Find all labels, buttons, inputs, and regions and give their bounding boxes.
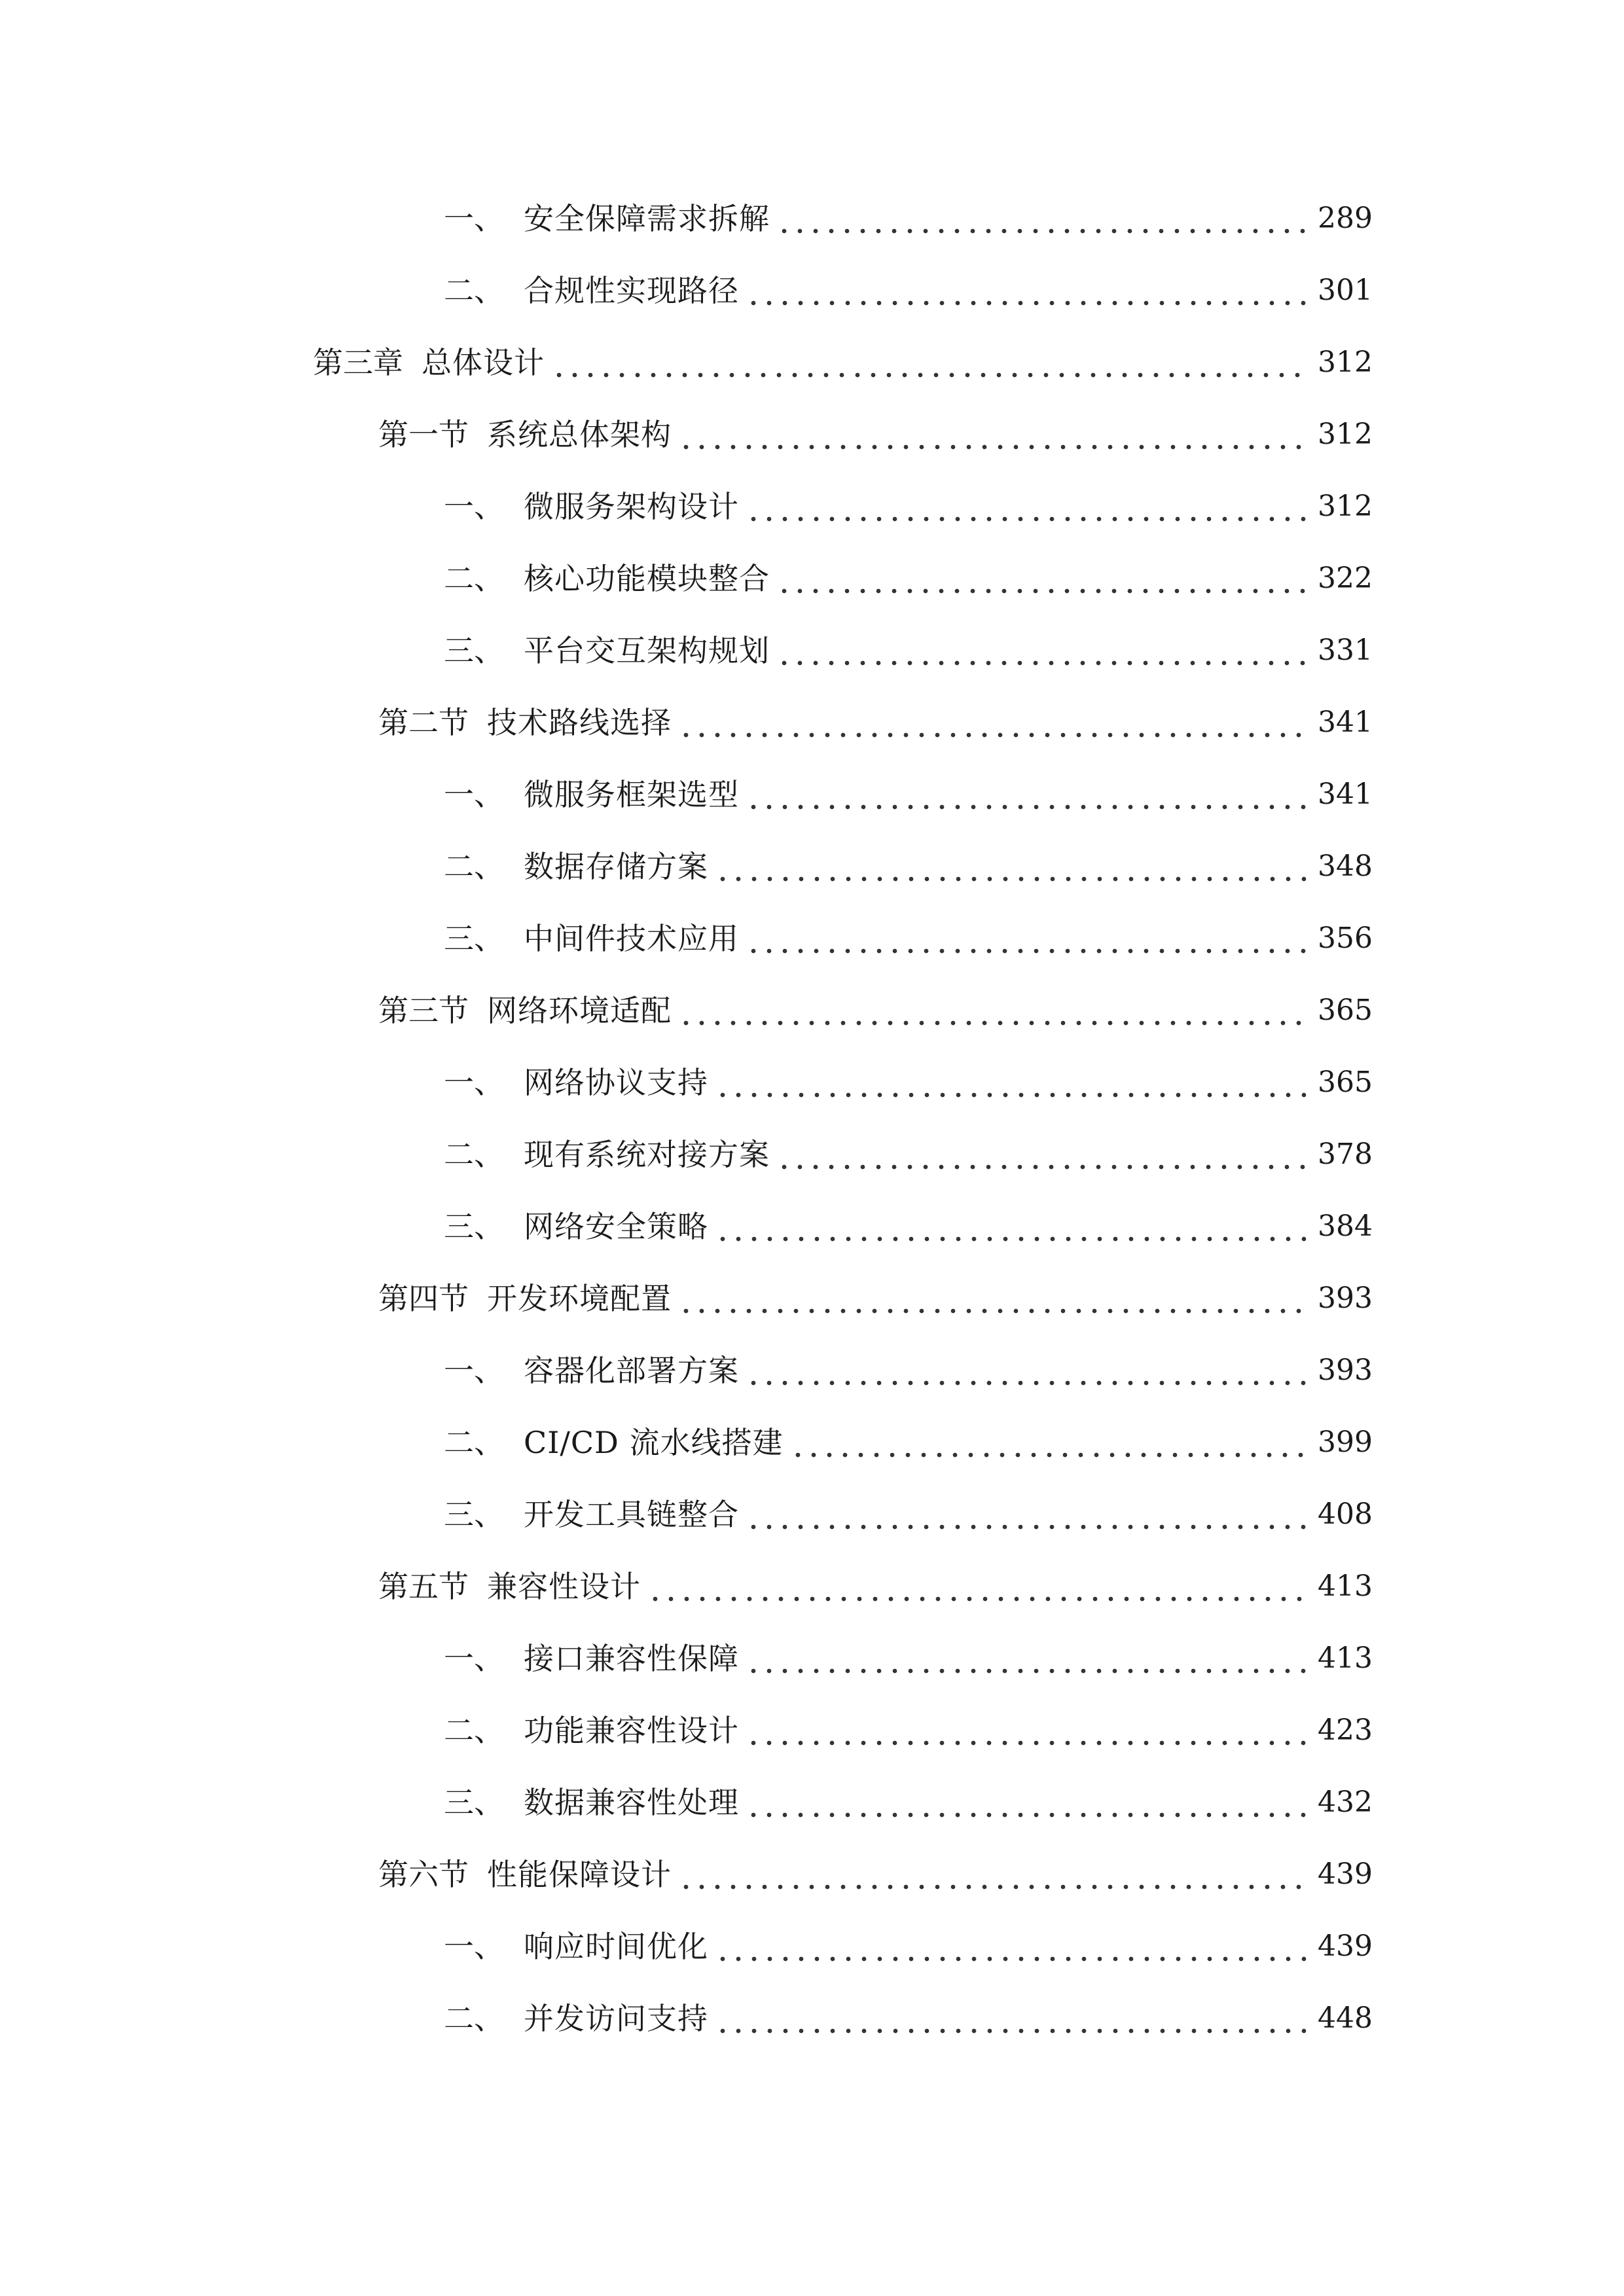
toc-entry-title: 技术路线选择 (487, 705, 672, 740)
toc-entry-page: 393 (1318, 1282, 1373, 1315)
toc-entry-page: 341 (1318, 778, 1373, 811)
toc-entry-page: 312 (1318, 490, 1373, 523)
toc-entry-number: 一、 (444, 1065, 504, 1100)
dot-leader (678, 1272, 1308, 1325)
toc-entry[interactable] (444, 264, 1371, 317)
toc-entry-page: 408 (1318, 1498, 1373, 1531)
toc-entry[interactable] (444, 624, 1371, 677)
toc-entry-page: 378 (1318, 1138, 1373, 1171)
toc-entry-page: 341 (1318, 706, 1373, 739)
toc-entry-page: 423 (1318, 1713, 1373, 1747)
toc-entry-page: 365 (1318, 994, 1373, 1027)
toc-entry-title: 开发工具链整合 (524, 1497, 739, 1532)
toc-entry-page: 289 (1318, 202, 1373, 235)
toc-entry-title: 系统总体架构 (487, 417, 672, 452)
toc-entry-number: 三、 (444, 1497, 504, 1532)
toc-entry[interactable] (378, 1272, 1371, 1325)
toc-entry-title: 总体设计 (422, 345, 545, 380)
dot-leader (790, 1416, 1308, 1469)
toc-entry-page: 413 (1318, 1570, 1373, 1603)
toc-entry-number: 二、 (444, 561, 504, 596)
toc-entry-number: 三、 (444, 1785, 504, 1820)
toc-entry-title: 数据兼容性处理 (524, 1785, 739, 1820)
toc-entry-title: 现有系统对接方案 (524, 1137, 770, 1172)
dot-leader (746, 264, 1308, 317)
toc-entry-title: 网络安全策略 (524, 1209, 708, 1244)
dot-leader (746, 768, 1308, 821)
toc-entry-page: 301 (1318, 274, 1373, 307)
dot-leader (776, 624, 1308, 677)
toc-entry[interactable] (444, 912, 1371, 965)
toc-entry-number: 第五节 (378, 1569, 469, 1604)
toc-entry-number: 第四节 (378, 1281, 469, 1316)
toc-entry[interactable] (444, 480, 1371, 533)
toc-entry[interactable] (444, 1632, 1371, 1685)
toc-entry-page: 365 (1318, 1066, 1373, 1099)
toc-entry[interactable] (444, 1344, 1371, 1397)
toc-entry-page: 439 (1318, 1857, 1373, 1891)
toc-entry-title: CI/CD 流水线搭建 (524, 1425, 784, 1460)
dot-leader (746, 480, 1308, 533)
dot-leader (678, 984, 1308, 1037)
toc-entry-title: 响应时间优化 (524, 1929, 708, 1964)
toc-entry[interactable] (444, 1776, 1371, 1829)
toc-entry-page: 331 (1318, 634, 1373, 667)
toc-entry-page: 393 (1318, 1354, 1373, 1387)
toc-entry[interactable] (378, 408, 1371, 461)
dot-leader (678, 696, 1308, 749)
toc-entry-title: 接口兼容性保障 (524, 1641, 739, 1676)
toc-entry-number: 三、 (444, 1209, 504, 1244)
dot-leader (715, 1920, 1308, 1973)
dot-leader (746, 1488, 1308, 1541)
dot-leader (776, 1128, 1308, 1181)
toc-entry[interactable] (378, 1560, 1371, 1613)
toc-entry-page: 356 (1318, 922, 1373, 955)
toc-entry[interactable] (444, 1992, 1371, 2045)
toc-entry-page: 322 (1318, 562, 1373, 595)
toc-entry-title: 核心功能模块整合 (524, 561, 770, 596)
toc-entry-number: 一、 (444, 201, 504, 236)
toc-entry[interactable] (444, 1488, 1371, 1541)
toc-entry[interactable] (313, 336, 1371, 389)
toc-entry-title: 性能保障设计 (487, 1857, 672, 1892)
toc-entry-title: 微服务架构设计 (524, 489, 739, 524)
toc-entry-title: 微服务框架选型 (524, 777, 739, 812)
toc-entry-number: 二、 (444, 1713, 504, 1748)
toc-entry-title: 容器化部署方案 (524, 1353, 739, 1388)
toc-entry[interactable] (444, 1920, 1371, 1973)
dot-leader (746, 1344, 1308, 1397)
toc-entry-title: 合规性实现路径 (524, 273, 739, 308)
toc-entry-title: 网络环境适配 (487, 993, 672, 1028)
toc-entry-number: 一、 (444, 1641, 504, 1676)
toc-entry-number: 二、 (444, 1137, 504, 1172)
toc-entry-number: 一、 (444, 1929, 504, 1964)
toc-entry-title: 并发访问支持 (524, 2001, 708, 2036)
toc-entry-number: 二、 (444, 273, 504, 308)
toc-entry-title: 安全保障需求拆解 (524, 201, 770, 236)
toc-entry-number: 第二节 (378, 705, 469, 740)
toc-entry-title: 平台交互架构规划 (524, 633, 770, 668)
toc-entry[interactable] (444, 1704, 1371, 1757)
dot-leader (715, 1992, 1308, 2045)
toc-entry[interactable] (444, 1128, 1371, 1181)
toc-entry-number: 一、 (444, 1353, 504, 1388)
toc-entry-page: 432 (1318, 1785, 1373, 1819)
toc-entry-page: 413 (1318, 1641, 1373, 1675)
toc-entry-title: 开发环境配置 (487, 1281, 672, 1316)
dot-leader (746, 912, 1308, 965)
toc-entry-number: 第三节 (378, 993, 469, 1028)
toc-entry-page: 384 (1318, 1210, 1373, 1243)
toc-entry[interactable] (378, 1848, 1371, 1901)
toc-entry[interactable] (378, 696, 1371, 749)
toc-entry[interactable] (444, 1416, 1371, 1469)
toc-entry-page: 312 (1318, 346, 1373, 379)
toc-entry[interactable] (444, 840, 1371, 893)
toc-entry-number: 一、 (444, 777, 504, 812)
dot-leader (715, 1200, 1308, 1253)
dot-leader (678, 408, 1308, 461)
toc-entry-title: 中间件技术应用 (524, 921, 739, 956)
toc-entry-number: 第一节 (378, 417, 469, 452)
dot-leader (715, 840, 1308, 893)
toc-entry-number: 第六节 (378, 1857, 469, 1892)
dot-leader (746, 1776, 1308, 1829)
dot-leader (776, 192, 1308, 245)
toc-entry[interactable] (444, 552, 1371, 605)
toc-entry[interactable] (444, 1056, 1371, 1109)
dot-leader (746, 1704, 1308, 1757)
toc-entry-number: 第三章 (313, 345, 403, 380)
toc-entry-page: 348 (1318, 850, 1373, 883)
toc-entry-number: 二、 (444, 849, 504, 884)
toc-entry-number: 一、 (444, 489, 504, 524)
toc-entry-title: 网络协议支持 (524, 1065, 708, 1100)
dot-leader (551, 336, 1308, 389)
toc-entry-number: 二、 (444, 2001, 504, 2036)
toc-entry[interactable] (444, 768, 1371, 821)
toc-entry-number: 三、 (444, 921, 504, 956)
toc-entry-number: 二、 (444, 1425, 504, 1460)
toc-entry-page: 439 (1318, 1929, 1373, 1963)
toc-entry-title: 兼容性设计 (487, 1569, 641, 1604)
toc-entry-title: 数据存储方案 (524, 849, 708, 884)
dot-leader (715, 1056, 1308, 1109)
toc-entry[interactable] (378, 984, 1371, 1037)
toc-entry-page: 448 (1318, 2001, 1373, 2035)
toc-entry[interactable] (444, 1200, 1371, 1253)
dot-leader (647, 1560, 1308, 1613)
toc-entry-number: 三、 (444, 633, 504, 668)
dot-leader (746, 1632, 1308, 1685)
toc-entry-page: 312 (1318, 418, 1373, 451)
dot-leader (678, 1848, 1308, 1901)
toc-entry-page: 399 (1318, 1426, 1373, 1459)
toc-entry[interactable] (444, 192, 1371, 245)
dot-leader (776, 552, 1308, 605)
toc-entry-title: 功能兼容性设计 (524, 1713, 739, 1748)
